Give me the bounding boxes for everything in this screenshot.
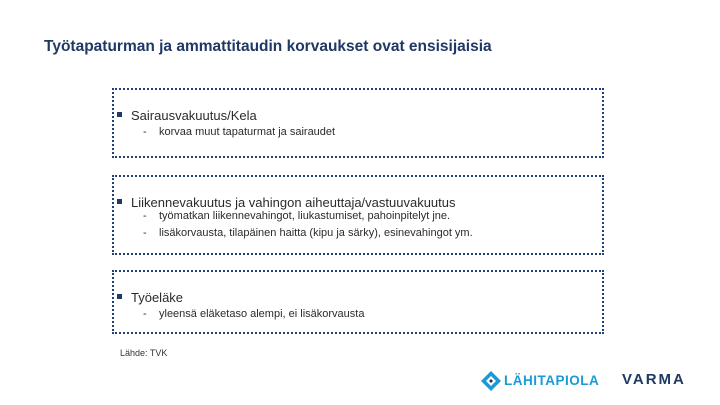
list-item — [143, 308, 364, 320]
dash-marker: - — [143, 227, 147, 239]
list-item-text: korvaa muut tapaturmat ja sairaudet — [159, 126, 336, 138]
list-item-text: yleensä eläketaso alempi, ei lisäkorvausta — [159, 308, 365, 320]
info-box-traffic-liability-insurance — [112, 175, 604, 255]
source-note: Lähde: TVK — [120, 348, 168, 358]
info-box-sickness-insurance — [112, 88, 604, 158]
info-box-employment-pension — [112, 270, 604, 334]
lahitapiola-logo-text: LÄHITAPIOLA — [504, 373, 600, 388]
box-heading: Liikennevakuutus ja vahingon aiheuttaja/vastuuvakuutus — [131, 195, 456, 210]
box-heading: Työeläke — [131, 290, 184, 305]
dash-marker: - — [143, 210, 147, 222]
list-item — [143, 126, 335, 138]
list-item-text: työmatkan liikennevahingot, liukastumiset, pahoinpitelyt jne. — [159, 210, 451, 222]
lahitapiola-emblem-icon — [480, 370, 502, 392]
list-item-text: lisäkorvausta, tilapäinen haitta (kipu ja särky), esinevahingot ym. — [159, 227, 473, 239]
square-bullet-icon — [117, 294, 122, 299]
page-title: Työtapaturman ja ammattitaudin korvaukset ovat ensisijaisia — [44, 38, 492, 55]
dash-marker: - — [143, 126, 147, 138]
box-heading: Sairausvakuutus/Kela — [131, 108, 257, 123]
varma-logo: VARMA — [622, 371, 686, 388]
dash-marker: - — [143, 308, 147, 320]
lahitapiola-logo — [480, 368, 604, 394]
list-item — [143, 210, 450, 222]
square-bullet-icon — [117, 112, 122, 117]
square-bullet-icon — [117, 199, 122, 204]
list-item — [143, 227, 473, 239]
